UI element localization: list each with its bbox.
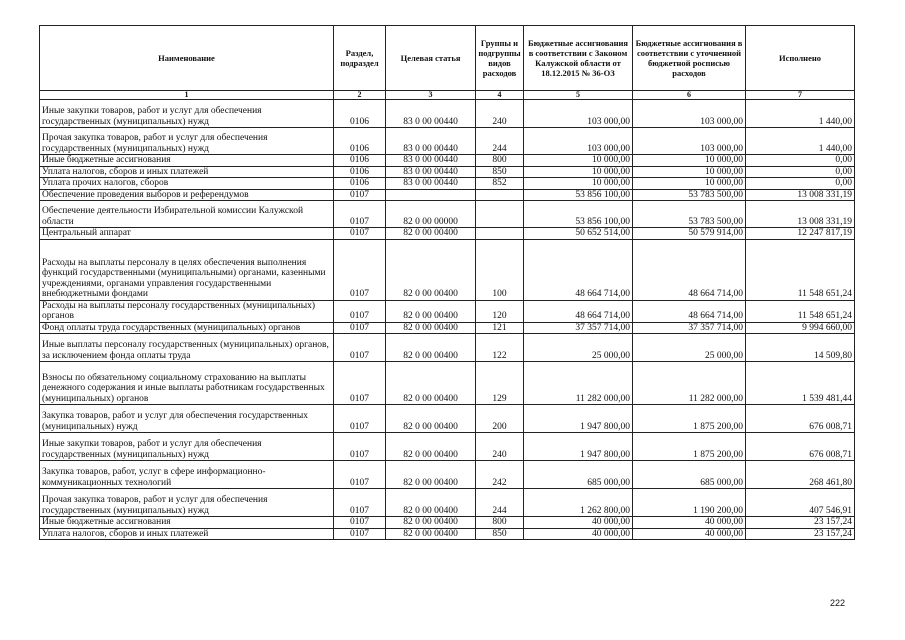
- cell-executed: 1 440,00: [746, 128, 855, 155]
- cell-name: Взносы по обязательному социальному страхованию на выплаты денежного содержания и иные выплаты работникам государственных (муниципальных) органов: [40, 362, 334, 405]
- cell-article: 82 0 00 00400: [386, 239, 476, 300]
- cell-group: 242: [476, 461, 524, 489]
- cell-article: 82 0 00 00400: [386, 300, 476, 322]
- table-row: [40, 189, 855, 201]
- table-row: [40, 517, 855, 529]
- cell-group: [476, 201, 524, 228]
- cell-executed: 11 548 651,24: [746, 239, 855, 300]
- table-row: [40, 334, 855, 362]
- cell-section: 0106: [334, 100, 386, 128]
- header-budget-law: Бюджетные ассигнования в соответствии с Законом Калужской области от 18.12.2015 № 36-ОЗ: [524, 26, 633, 91]
- cell-article: [386, 189, 476, 201]
- cell-group: 100: [476, 239, 524, 300]
- cell-section: 0107: [334, 461, 386, 489]
- cell-group: 244: [476, 128, 524, 155]
- cell-name: Иные бюджетные ассигнования: [40, 155, 334, 167]
- budget-table: [39, 25, 855, 540]
- cell-section: 0107: [334, 334, 386, 362]
- cell-law: 1 947 800,00: [524, 405, 633, 433]
- column-number: 1: [40, 91, 334, 100]
- table-body: [40, 100, 855, 540]
- table-row: [40, 201, 855, 228]
- table-row: [40, 362, 855, 405]
- cell-name: Иные закупки товаров, работ и услуг для обеспечения государственных (муниципальных) нужд: [40, 100, 334, 128]
- cell-law: 1 947 800,00: [524, 433, 633, 461]
- cell-section: 0107: [334, 239, 386, 300]
- cell-executed: 0,00: [746, 178, 855, 190]
- column-number: 7: [746, 91, 855, 100]
- cell-name: Уплата налогов, сборов и иных платежей: [40, 166, 334, 178]
- table-row: [40, 405, 855, 433]
- cell-name: Прочая закупка товаров, работ и услуг для обеспечения государственных (муниципальных) нужд: [40, 489, 334, 517]
- cell-law: 103 000,00: [524, 100, 633, 128]
- cell-executed: 11 548 651,24: [746, 300, 855, 322]
- cell-executed: 676 008,71: [746, 433, 855, 461]
- cell-executed: 1 440,00: [746, 100, 855, 128]
- cell-section: 0107: [334, 322, 386, 334]
- cell-article: 83 0 00 00440: [386, 178, 476, 190]
- cell-law: 40 000,00: [524, 517, 633, 529]
- cell-executed: 407 546,91: [746, 489, 855, 517]
- cell-group: 244: [476, 489, 524, 517]
- cell-article: 82 0 00 00400: [386, 228, 476, 240]
- cell-group: 121: [476, 322, 524, 334]
- cell-group: 800: [476, 517, 524, 529]
- cell-name: Иные бюджетные ассигнования: [40, 517, 334, 529]
- cell-refined: 11 282 000,00: [633, 362, 746, 405]
- table-row: [40, 178, 855, 190]
- cell-group: 240: [476, 100, 524, 128]
- cell-group: 852: [476, 178, 524, 190]
- cell-group: 240: [476, 433, 524, 461]
- cell-executed: 0,00: [746, 155, 855, 167]
- page-number: 222: [830, 598, 846, 608]
- header-article: Целевая статья: [386, 26, 476, 91]
- cell-group: 800: [476, 155, 524, 167]
- cell-name: Закупка товаров, работ, услуг в сфере информационно-коммуникационных технологий: [40, 461, 334, 489]
- cell-article: 83 0 00 00440: [386, 128, 476, 155]
- cell-article: 82 0 00 00400: [386, 405, 476, 433]
- cell-executed: 13 008 331,19: [746, 189, 855, 201]
- cell-refined: 685 000,00: [633, 461, 746, 489]
- cell-group: [476, 189, 524, 201]
- cell-name: Прочая закупка товаров, работ и услуг для обеспечения государственных (муниципальных) нужд: [40, 128, 334, 155]
- cell-executed: 268 461,80: [746, 461, 855, 489]
- cell-refined: 10 000,00: [633, 178, 746, 190]
- table-row: [40, 433, 855, 461]
- cell-refined: 10 000,00: [633, 166, 746, 178]
- cell-section: 0106: [334, 155, 386, 167]
- cell-section: 0106: [334, 178, 386, 190]
- cell-section: 0107: [334, 201, 386, 228]
- cell-name: Центральный аппарат: [40, 228, 334, 240]
- cell-article: 82 0 00 00400: [386, 433, 476, 461]
- column-number-row: [40, 91, 855, 100]
- cell-article: 82 0 00 00000: [386, 201, 476, 228]
- header-name: Наименование: [40, 26, 334, 91]
- cell-article: 83 0 00 00440: [386, 155, 476, 167]
- cell-group: 129: [476, 362, 524, 405]
- cell-refined: 103 000,00: [633, 100, 746, 128]
- cell-name: Иные закупки товаров, работ и услуг для обеспечения государственных (муниципальных) нужд: [40, 433, 334, 461]
- table-row: [40, 128, 855, 155]
- cell-refined: 40 000,00: [633, 528, 746, 540]
- cell-name: Иные выплаты персоналу государственных (муниципальных) органов, за исключением фонда оплаты труда: [40, 334, 334, 362]
- cell-section: 0107: [334, 405, 386, 433]
- column-number: 5: [524, 91, 633, 100]
- cell-executed: 23 157,24: [746, 528, 855, 540]
- cell-refined: 37 357 714,00: [633, 322, 746, 334]
- cell-law: 1 262 800,00: [524, 489, 633, 517]
- table-row: [40, 528, 855, 540]
- cell-section: 0106: [334, 166, 386, 178]
- cell-refined: 10 000,00: [633, 155, 746, 167]
- cell-refined: 1 875 200,00: [633, 405, 746, 433]
- cell-section: 0107: [334, 300, 386, 322]
- cell-article: 82 0 00 00400: [386, 461, 476, 489]
- table-row: [40, 489, 855, 517]
- cell-section: 0106: [334, 128, 386, 155]
- cell-article: 82 0 00 00400: [386, 322, 476, 334]
- header-groups: Группы и подгруппы видов расходов: [476, 26, 524, 91]
- cell-article: 82 0 00 00400: [386, 517, 476, 529]
- cell-executed: 23 157,24: [746, 517, 855, 529]
- cell-law: 50 652 514,00: [524, 228, 633, 240]
- table-row: [40, 155, 855, 167]
- cell-section: 0107: [334, 189, 386, 201]
- cell-law: 37 357 714,00: [524, 322, 633, 334]
- cell-section: 0107: [334, 528, 386, 540]
- cell-section: 0107: [334, 228, 386, 240]
- table-row: [40, 228, 855, 240]
- header-budget-refined: Бюджетные ассигнования в соответствии с уточненной бюджетной росписью расходов: [633, 26, 746, 91]
- cell-executed: 676 008,71: [746, 405, 855, 433]
- cell-refined: 40 000,00: [633, 517, 746, 529]
- column-number: 3: [386, 91, 476, 100]
- cell-article: 82 0 00 00400: [386, 489, 476, 517]
- cell-law: 48 664 714,00: [524, 300, 633, 322]
- column-number: 6: [633, 91, 746, 100]
- table-row: [40, 461, 855, 489]
- header-executed: Исполнено: [746, 26, 855, 91]
- table-row: [40, 322, 855, 334]
- column-number: 2: [334, 91, 386, 100]
- cell-section: 0107: [334, 433, 386, 461]
- cell-name: Расходы на выплаты персоналу в целях обеспечения выполнения функций государственными (муниципальными) органами, казенными учреждениями, органами управления государственными внебюджетными фондами: [40, 239, 334, 300]
- cell-law: 10 000,00: [524, 178, 633, 190]
- header-row: [40, 26, 855, 91]
- cell-group: 120: [476, 300, 524, 322]
- cell-law: 48 664 714,00: [524, 239, 633, 300]
- cell-executed: 1 539 481,44: [746, 362, 855, 405]
- cell-section: 0107: [334, 517, 386, 529]
- cell-law: 103 000,00: [524, 128, 633, 155]
- cell-refined: 48 664 714,00: [633, 239, 746, 300]
- cell-refined: 53 783 500,00: [633, 201, 746, 228]
- cell-name: Обеспечение проведения выборов и референдумов: [40, 189, 334, 201]
- cell-name: Уплата налогов, сборов и иных платежей: [40, 528, 334, 540]
- cell-law: 53 856 100,00: [524, 189, 633, 201]
- cell-executed: 9 994 660,00: [746, 322, 855, 334]
- cell-article: 82 0 00 00400: [386, 362, 476, 405]
- cell-name: Фонд оплаты труда государственных (муниципальных) органов: [40, 322, 334, 334]
- cell-group: 850: [476, 166, 524, 178]
- table-row: [40, 300, 855, 322]
- cell-refined: 25 000,00: [633, 334, 746, 362]
- cell-executed: 12 247 817,19: [746, 228, 855, 240]
- cell-article: 83 0 00 00440: [386, 100, 476, 128]
- cell-article: 83 0 00 00440: [386, 166, 476, 178]
- cell-name: Закупка товаров, работ и услуг для обеспечения государственных (муниципальных) нужд: [40, 405, 334, 433]
- cell-group: 122: [476, 334, 524, 362]
- cell-article: 82 0 00 00400: [386, 334, 476, 362]
- cell-law: 685 000,00: [524, 461, 633, 489]
- cell-group: [476, 228, 524, 240]
- cell-refined: 103 000,00: [633, 128, 746, 155]
- cell-section: 0107: [334, 489, 386, 517]
- cell-refined: 48 664 714,00: [633, 300, 746, 322]
- cell-name: Обеспечение деятельности Избирательной комиссии Калужской области: [40, 201, 334, 228]
- header-section: Раздел, подраздел: [334, 26, 386, 91]
- cell-name: Расходы на выплаты персоналу государственных (муниципальных) органов: [40, 300, 334, 322]
- table-row: [40, 166, 855, 178]
- cell-law: 25 000,00: [524, 334, 633, 362]
- cell-refined: 53 783 500,00: [633, 189, 746, 201]
- cell-name: Уплата прочих налогов, сборов: [40, 178, 334, 190]
- cell-refined: 1 875 200,00: [633, 433, 746, 461]
- cell-executed: 14 509,80: [746, 334, 855, 362]
- cell-law: 10 000,00: [524, 166, 633, 178]
- column-number: 4: [476, 91, 524, 100]
- cell-article: 82 0 00 00400: [386, 528, 476, 540]
- cell-group: 850: [476, 528, 524, 540]
- table-row: [40, 100, 855, 128]
- cell-law: 11 282 000,00: [524, 362, 633, 405]
- cell-executed: 13 008 331,19: [746, 201, 855, 228]
- cell-executed: 0,00: [746, 166, 855, 178]
- cell-law: 53 856 100,00: [524, 201, 633, 228]
- cell-section: 0107: [334, 362, 386, 405]
- cell-refined: 50 579 914,00: [633, 228, 746, 240]
- cell-law: 40 000,00: [524, 528, 633, 540]
- cell-refined: 1 190 200,00: [633, 489, 746, 517]
- cell-group: 200: [476, 405, 524, 433]
- table-row: [40, 239, 855, 300]
- cell-law: 10 000,00: [524, 155, 633, 167]
